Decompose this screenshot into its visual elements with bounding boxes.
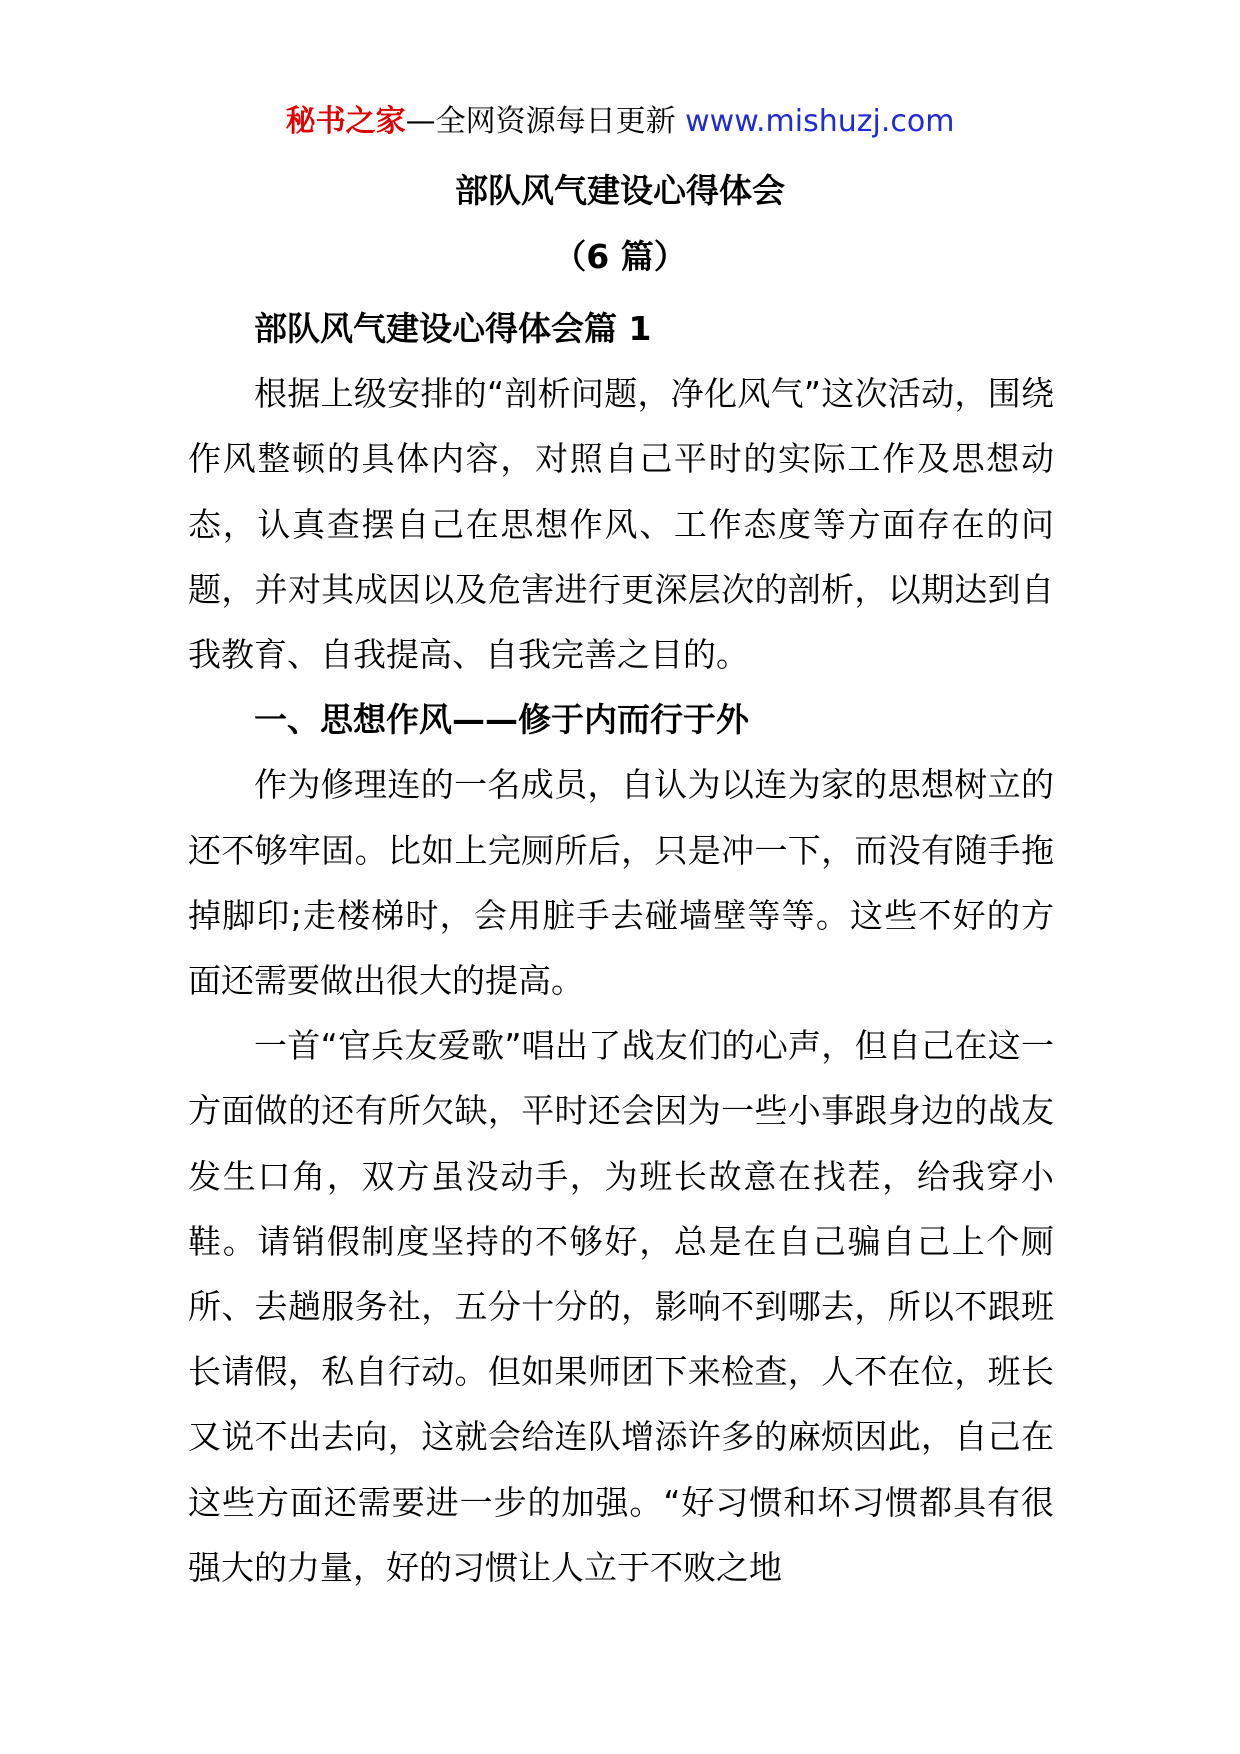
document-subtitle: （6 篇） <box>553 237 687 276</box>
site-banner <box>0 100 1240 144</box>
body-paragraph: 作为修理连的一名成员，自认为以连为家的思想树立的还不够牢固。比如上完厕所后，只是冲一下，而没有随手拖掉脚印;走楼梯时，会用脏手去碰墙壁等等。这些不好的方面还需要做出很大的提高。 <box>188 765 1054 1001</box>
body-paragraph: 一首“官兵友爱歌”唱出了战友们的心声，但自己在这一方面做的还有所欠缺，平时还会因为一些小事跟身边的战友发生口角，双方虽没动手，为班长故意在找茬，给我穿小鞋。请销假制度坚持的不够好，总是在自己骗自己上个厕所、去趟服务社，五分十分的，影响不到哪去，所以不跟班长请假，私自行动。但如果师团下来检查，人不在位，班长又说不出去向，这就会给连队增添许多的麻烦因此，自己在这些方面还需要进一步的加强。“好习惯和坏习惯都具有很强大的力量，好的习惯让人立于不败之地 <box>188 1026 1054 1587</box>
site-url-link[interactable]: www.mishuzj.com <box>685 104 955 139</box>
document-title: 部队风气建设心得体会 <box>455 171 785 210</box>
subsection-heading: 一、思想作风——修于内而行于外 <box>254 700 749 740</box>
body-paragraph: 根据上级安排的“剖析问题，净化风气”这次活动，围绕作风整顿的具体内容，对照自己平时的实际工作及思想动态，认真查摆自己在思想作风、工作态度等方面存在的问题，并对其成因以及危害进行更深层次的剖析，以期达到自我教育、自我提高、自我完善之目的。 <box>188 374 1054 675</box>
brand-name: 秘书之家 <box>285 104 406 139</box>
document-body <box>188 296 1054 1600</box>
section-heading: 部队风气建设心得体会篇 1 <box>254 309 652 348</box>
banner-slogan: —全网资源每日更新 <box>405 104 686 139</box>
